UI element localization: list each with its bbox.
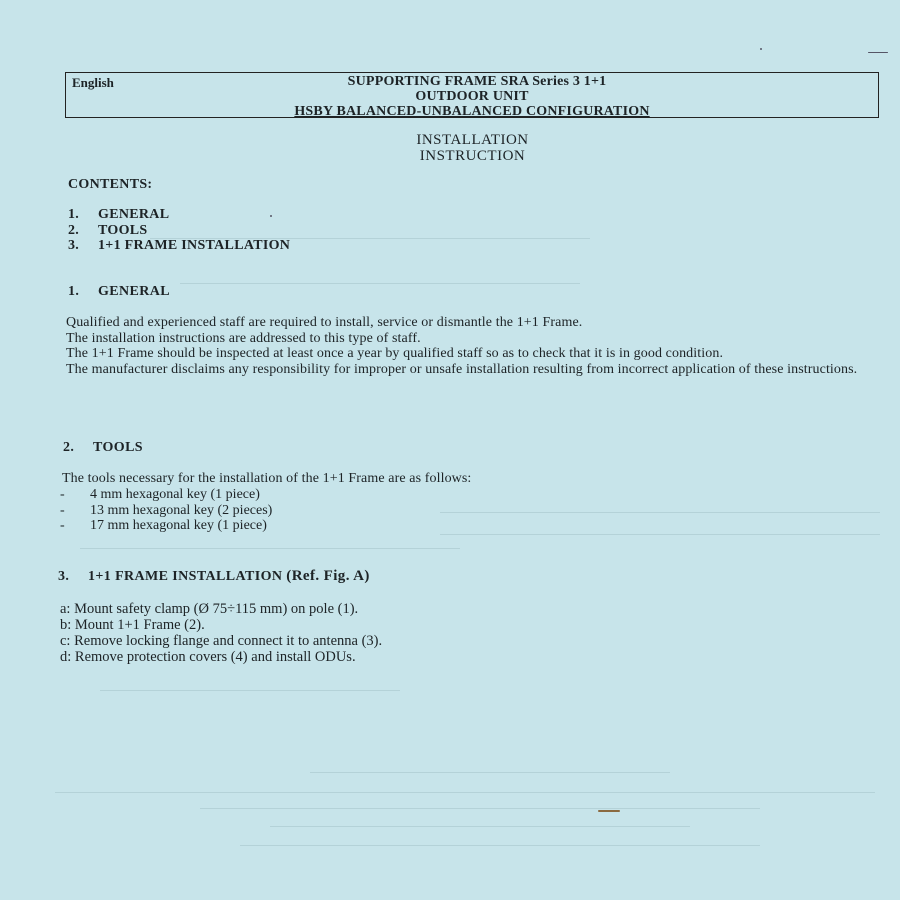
installation-step: a: Mount safety clamp (Ø 75÷115 mm) on pole (1). <box>60 601 359 617</box>
show-through-line <box>180 283 580 284</box>
header-title <box>66 74 878 119</box>
toc-item-number: 3. <box>68 238 80 253</box>
document-title <box>0 132 900 164</box>
toc-item <box>68 223 290 239</box>
show-through-line <box>240 845 760 846</box>
general-line-4: The manufacturer disclaims any responsibility for improper or unsafe installation resulting from incorrect application of these instructions. <box>66 361 858 377</box>
header-box <box>65 72 879 118</box>
show-through-line <box>200 808 760 809</box>
general-line-3: The 1+1 Frame should be inspected at least once a year by qualified staff so as to check that it is in good condition. <box>66 346 724 361</box>
header-title-line-1: SUPPORTING FRAME SRA Series 3 1+1 <box>347 74 607 89</box>
section-number: 1. <box>68 284 80 299</box>
toc-item-number: 1. <box>68 207 80 222</box>
contents-heading: CONTENTS: <box>68 177 153 192</box>
tools-list <box>60 487 272 534</box>
document-title-line-1: INSTALLATION <box>416 132 529 148</box>
section-number: 3. <box>58 569 70 584</box>
installation-step: d: Remove protection covers (4) and install ODUs. <box>60 649 356 665</box>
show-through-line <box>100 690 400 691</box>
document-title-line-2: INSTRUCTION <box>419 148 526 164</box>
language-label: English <box>72 75 114 90</box>
section-tools-heading <box>63 440 143 456</box>
list-bullet: - <box>60 487 65 502</box>
show-through-line <box>80 548 460 549</box>
list-item-text: 13 mm hexagonal key (2 pieces) <box>90 502 273 518</box>
list-item <box>60 487 272 503</box>
toc-item-label: 1+1 FRAME INSTALLATION <box>98 238 291 253</box>
section-title: GENERAL <box>98 284 171 299</box>
show-through-line <box>310 772 670 773</box>
section-general-heading <box>68 284 170 300</box>
installation-step: b: Mount 1+1 Frame (2). <box>60 617 205 633</box>
header-title-line-2: OUTDOOR UNIT <box>415 89 529 104</box>
list-bullet: - <box>60 518 65 533</box>
show-through-line <box>270 826 690 827</box>
general-line-1: Qualified and experienced staff are required to install, service or dismantle the 1+1 Frame. <box>66 315 583 330</box>
speck <box>868 52 888 53</box>
show-through-line <box>440 534 880 535</box>
toc-item-label: GENERAL <box>98 207 170 222</box>
list-item-text: 17 mm hexagonal key (1 piece) <box>90 518 267 533</box>
show-through-line <box>440 512 880 513</box>
toc-item-number: 2. <box>68 222 80 238</box>
section-installation-heading <box>58 568 370 585</box>
tools-intro: The tools necessary for the installation of the 1+1 Frame are as follows: <box>62 471 472 486</box>
speck <box>760 48 762 50</box>
show-through-line <box>55 792 875 793</box>
table-of-contents <box>68 207 290 254</box>
header-title-line-3: HSBY BALANCED-UNBALANCED CONFIGURATION <box>294 104 650 119</box>
general-line-2: The installation instructions are addressed to this type of staff. <box>66 330 421 346</box>
toc-item-label: TOOLS <box>98 222 148 238</box>
section-title: TOOLS <box>93 440 143 455</box>
speck <box>598 810 620 812</box>
list-item-text: 4 mm hexagonal key (1 piece) <box>90 487 260 502</box>
general-paragraph <box>66 315 866 377</box>
figure-reference: (Ref. Fig. A) <box>286 568 370 584</box>
list-item <box>60 503 272 519</box>
toc-item <box>68 207 290 223</box>
installation-steps <box>60 601 382 665</box>
list-item <box>60 518 272 534</box>
toc-item <box>68 238 290 254</box>
section-number: 2. <box>63 440 75 455</box>
list-bullet: - <box>60 502 65 518</box>
installation-step: c: Remove locking flange and connect it to antenna (3). <box>60 633 383 649</box>
section-title: 1+1 FRAME INSTALLATION <box>88 569 283 584</box>
